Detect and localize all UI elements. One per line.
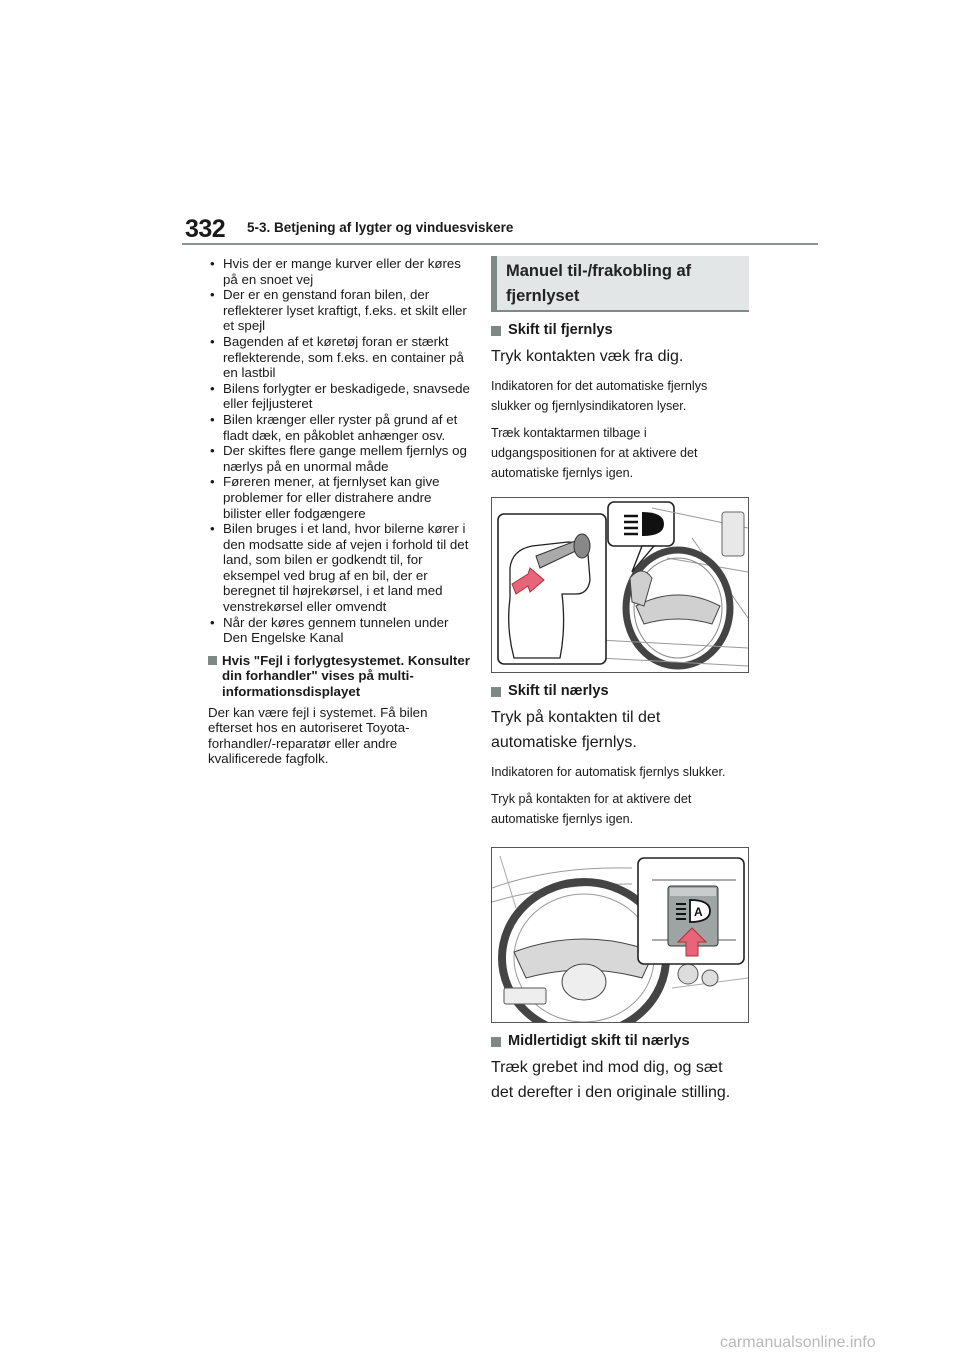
square-bullet-icon — [491, 1037, 501, 1047]
left-column — [208, 256, 470, 767]
right-column — [491, 256, 749, 1105]
list-item: • Der er en genstand foran bilen, der reflekterer lyset kraftigt, f.eks. et skilt eller et spejl — [208, 287, 470, 334]
page-number: 332 — [185, 215, 226, 243]
warning-body: Der kan være fejl i systemet. Få bilen efterset hos en autoriseret Toyota-forhandler/-reparatør eller andre kvalificerede fagfolk. — [208, 704, 428, 767]
list-item: • Føreren mener, at fjernlyset kan give problemer for eller distrahere andre bilister eller fodgængere — [208, 474, 470, 521]
note: Træk kontaktarmen tilbage i udgangspositionen for at aktivere det automatiske fjernlys igen. — [491, 426, 698, 480]
subheading-text: Midlertidigt skift til nærlys — [508, 1033, 690, 1049]
auto-letter: A — [694, 905, 703, 919]
subheading-low-beam — [491, 683, 749, 699]
square-bullet-icon — [491, 326, 501, 336]
section-box — [491, 256, 749, 312]
section-title: 5-3. Betjening af lygter og vinduesviskere — [247, 220, 514, 235]
condition-list — [208, 256, 470, 646]
list-item: • Der skiftes flere gange mellem fjernlys og nærlys på en unormal måde — [208, 443, 470, 474]
subheading-high-beam — [491, 322, 749, 338]
list-item: • Hvis der er mange kurver eller der køres på en snoet vej — [208, 256, 470, 287]
header-divider — [182, 243, 818, 245]
instruction: Træk grebet ind mod dig, og sæt det derefter i den originale stilling. — [491, 1059, 731, 1101]
watermark: carmanualsonline.info — [720, 1334, 876, 1351]
subheading-text: Skift til fjernlys — [508, 322, 613, 338]
list-item: • Bilens forlygter er beskadigede, snavsede eller fejljusteret — [208, 381, 470, 412]
section-box-title: Manuel til-/frakobling af fjernlyset — [506, 262, 692, 305]
subheading-text: Skift til nærlys — [508, 683, 609, 699]
instruction: Tryk på kontakten til det automatiske fjernlys. — [491, 709, 661, 751]
subheading-temporary-low-beam — [491, 1033, 749, 1049]
figure-auto-switch — [491, 847, 749, 1023]
switch-illustration — [492, 848, 748, 1022]
lever-illustration — [492, 498, 748, 672]
note: Indikatoren for det automatiske fjernlys slukker og fjernlysindikatoren lyser. — [491, 379, 708, 413]
note: Indikatoren for automatisk fjernlys slukker. — [491, 765, 726, 779]
square-bullet-icon — [491, 687, 501, 697]
list-item: • Bilen bruges i et land, hvor bilerne kører i den modsatte side af vejen i forhold til det land, som bilen er godkendt til, for eksempel ved brug af en bil, der er beregnet til højrekørsel, i et land med venstrekørsel eller omvendt — [208, 521, 470, 615]
warning-heading-text: Hvis "Fejl i forlygtesystemet. Konsulter din forhandler" vises på multi-informationsdisplayet — [222, 652, 470, 700]
note: Tryk på kontakten for at aktivere det automatiske fjernlys igen. — [491, 792, 692, 826]
list-item: • Bilen krænger eller ryster på grund af et fladt dæk, en påkoblet anhænger osv. — [208, 412, 470, 443]
list-item: • Når der køres gennem tunnelen under Den Engelske Kanal — [208, 615, 470, 646]
list-item: • Bagenden af et køretøj foran er stærkt reflekterende, som f.eks. en container på en lastbil — [208, 334, 470, 381]
square-bullet-icon — [208, 656, 217, 665]
warning-heading — [208, 653, 470, 700]
figure-lever-push — [491, 497, 749, 673]
instruction: Tryk kontakten væk fra dig. — [491, 348, 684, 365]
